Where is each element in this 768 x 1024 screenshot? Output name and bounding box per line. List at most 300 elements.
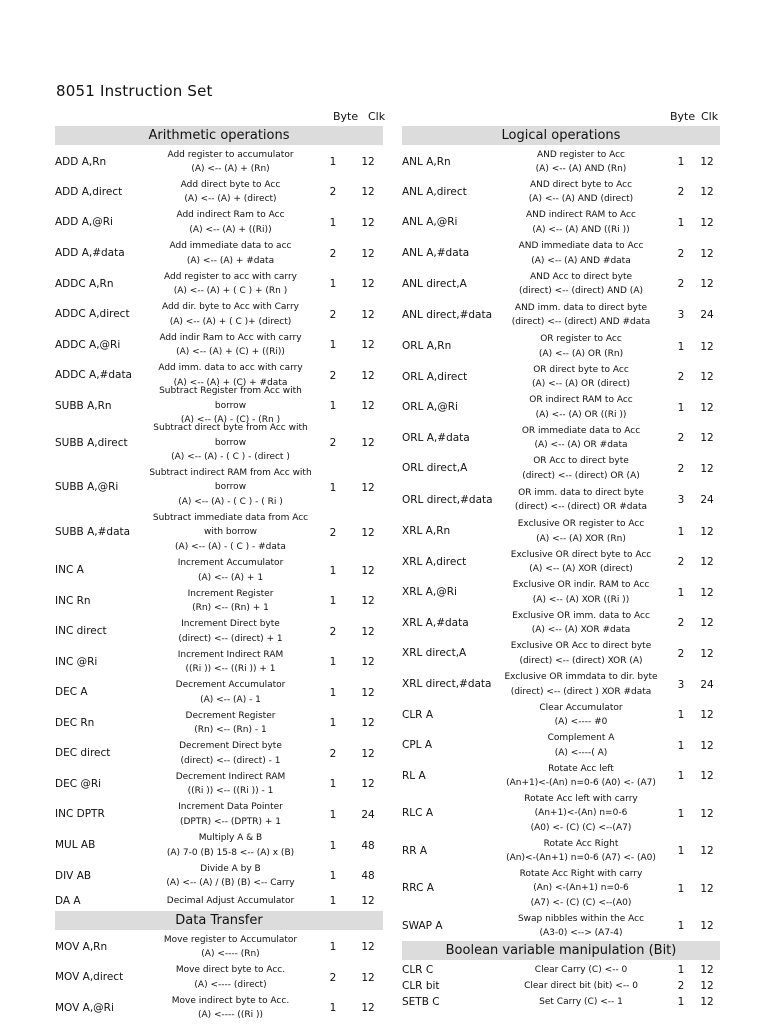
byte-count: 2 [677, 462, 685, 475]
mnemonic: ANL direct,A [402, 277, 467, 290]
clock-cycles: 24 [700, 678, 714, 691]
mnemonic: SUBB A,#data [55, 526, 131, 538]
mnemonic: ORL direct,#data [402, 493, 493, 506]
byte-count: 1 [329, 941, 337, 953]
byte-count: 2 [677, 647, 685, 660]
description-line: (A) <---- (Rn) [201, 949, 260, 959]
clock-cycles: 12 [361, 247, 375, 260]
page-title: 8051 Instruction Set [56, 82, 213, 100]
instruction-row [402, 669, 720, 700]
description-line: OR register to Acc [540, 334, 622, 344]
description-line: (An+1)<-(An) n=0-6 (A0) <- (A7) [506, 778, 656, 788]
clock-cycles: 12 [361, 437, 375, 449]
description-line: (A3-0) <--> (A7-4) [539, 928, 623, 938]
description-line: OR direct byte to Acc [533, 364, 629, 375]
instruction-row [55, 677, 383, 708]
description-line: Add indir Ram to Acc with carry [159, 332, 302, 343]
mnemonic: CLR A [402, 708, 433, 721]
description-line: (A) <-- (A) - (C) - (Rn ) [180, 415, 281, 426]
description-line: borrow [214, 482, 247, 493]
clock-cycles: 12 [361, 278, 375, 290]
byte-count: 1 [677, 156, 685, 168]
description-line: (An+1)<-(An) n=0-6 [534, 808, 628, 819]
clock-cycles: 12 [361, 895, 375, 907]
description [494, 792, 668, 836]
description-line: (A) <-- (A) AND ((Ri )) [532, 224, 630, 235]
byte-count: 2 [677, 980, 685, 992]
description [494, 178, 668, 207]
description [148, 148, 313, 177]
byte-count: 2 [677, 617, 685, 629]
description [494, 912, 668, 941]
byte-count: 1 [329, 808, 337, 821]
instruction-row [55, 616, 383, 647]
description [494, 148, 668, 177]
mnemonic: XRL A,@Ri [402, 586, 457, 598]
mnemonic: DEC Rn [55, 716, 95, 729]
description [148, 709, 313, 738]
byte-count: 1 [329, 400, 337, 412]
instruction-row [55, 421, 383, 465]
description [494, 762, 668, 791]
description-line: Add register to accumulator [167, 149, 294, 160]
clock-cycles: 12 [700, 401, 714, 414]
description-line: (An)<-(An+1) n=0-6 (A7) <- (A0) [506, 853, 656, 863]
instruction-row [402, 453, 720, 484]
mnemonic: MOV A,Rn [55, 940, 108, 953]
clock-cycles: 48 [361, 839, 375, 852]
instruction-row [402, 978, 720, 994]
mnemonic: ANL A,@Ri [402, 216, 458, 228]
description-line: (A) <-- (A) / (B) (B) <-- Carry [166, 878, 295, 888]
clock-cycles: 12 [700, 617, 714, 629]
instruction-row [55, 465, 383, 510]
description-line: (direct) <-- (direct ) XOR #data [510, 686, 652, 697]
byte-count: 1 [677, 216, 685, 229]
byte-header: Byte [333, 110, 359, 123]
clock-cycles: 12 [361, 156, 375, 168]
description [494, 424, 668, 453]
description [494, 979, 668, 994]
mnemonic: ADD A,#data [55, 247, 125, 259]
clock-cycles: 12 [700, 556, 714, 568]
description-line: Exclusive OR imm. data to Acc [512, 610, 650, 621]
instruction-row [55, 510, 383, 555]
description-line: (A) <-- (A) AND (direct) [528, 194, 634, 204]
description-line: Multiply A & B [198, 833, 263, 843]
instruction-row [402, 761, 720, 791]
instruction-row [402, 791, 720, 836]
clock-cycles: 12 [700, 216, 714, 229]
byte-count: 1 [329, 339, 337, 351]
mnemonic: ORL A,@Ri [402, 401, 458, 413]
instruction-row [55, 147, 383, 177]
mnemonic: DEC A [55, 686, 88, 698]
byte-count: 2 [677, 247, 685, 260]
description-line: Add register to acc with carry [163, 271, 297, 282]
instruction-row [402, 238, 720, 269]
description-line: with borrow [203, 527, 258, 538]
mnemonic: INC @Ri [55, 655, 98, 668]
description [494, 609, 668, 638]
mnemonic: ADD A,@Ri [55, 216, 113, 228]
description-line: (Rn) <-- (Rn) + 1 [192, 603, 269, 613]
clk-header: Clk [701, 110, 719, 123]
instruction-row [402, 700, 720, 730]
description [148, 239, 313, 268]
description [494, 548, 668, 577]
mnemonic: SWAP A [402, 919, 443, 932]
description-line: (direct) <-- (direct) + 1 [178, 633, 283, 644]
description-line: Exclusive OR immdata to dir. byte [504, 672, 658, 682]
mnemonic: MOV A,direct [55, 971, 124, 983]
mnemonic: CPL A [402, 739, 433, 751]
description-line: (A) 7-0 (B) 15-8 <-- (A) x (B) [166, 847, 295, 858]
clock-cycles: 12 [361, 941, 375, 953]
instruction-row [402, 207, 720, 238]
description-line: Increment Accumulator [177, 558, 284, 568]
description-line: (A) <-- (A) - 1 [200, 694, 261, 705]
description [148, 800, 313, 829]
byte-count: 1 [677, 340, 685, 353]
clock-cycles: 12 [700, 340, 714, 353]
description-line: AND Acc to direct byte [529, 271, 633, 282]
description-line: Add indirect Ram to Acc [176, 210, 285, 220]
description [148, 421, 313, 465]
clock-cycles: 12 [361, 625, 375, 638]
description-line: Add immediate data to acc [169, 241, 292, 251]
clock-cycles: 12 [361, 717, 375, 729]
description-line: (direct) <-- (direct) AND (A) [519, 286, 643, 296]
description-line: Exclusive OR Acc to direct byte [510, 641, 652, 651]
description-line: (A) <----( A) [554, 747, 608, 758]
instruction-row [402, 269, 720, 299]
description [148, 739, 313, 768]
instruction-row [55, 891, 383, 911]
description [494, 670, 668, 699]
description-line: ((Ri )) <-- ((Ri )) + 1 [185, 664, 276, 674]
mnemonic: CLR bit [402, 979, 440, 992]
mnemonic: XRL A,direct [402, 555, 467, 568]
instruction-row [402, 423, 720, 453]
mnemonic: SETB C [402, 995, 440, 1008]
instruction-row [402, 608, 720, 638]
instruction-row [402, 730, 720, 761]
description [494, 239, 668, 268]
byte-count: 1 [329, 1002, 337, 1014]
description-line: Divide A by B [200, 863, 261, 874]
description-line: (A) <-- (A) - ( C ) - ( Ri ) [178, 496, 283, 507]
section-header: Boolean variable manipulation (Bit) [402, 941, 720, 960]
instruction-row [55, 586, 383, 616]
clock-cycles: 12 [700, 980, 714, 992]
clock-cycles: 12 [361, 369, 375, 382]
description-line: Increment Direct byte [181, 619, 280, 629]
description [148, 617, 313, 646]
mnemonic: MUL AB [55, 839, 96, 851]
description-line: (A) <-- (A) OR ((Ri )) [535, 409, 627, 420]
clock-cycles: 12 [361, 186, 375, 198]
section-header: Arithmetic operations [55, 126, 383, 145]
description-line: Decrement Register [185, 710, 276, 721]
description-line: (direct) <-- (direct) XOR (A) [519, 655, 643, 666]
clock-cycles: 12 [361, 339, 375, 351]
byte-count: 1 [677, 770, 685, 782]
byte-count: 1 [329, 778, 337, 790]
description [494, 270, 668, 299]
description-line: Decrement Accumulator [175, 680, 286, 690]
mnemonic: RR A [402, 844, 428, 857]
description-line: Clear Carry (C) <-- 0 [534, 964, 628, 975]
description-line: (A) <-- (A) + ((Ri)) [189, 224, 272, 235]
description-line: Exclusive OR direct byte to Acc [510, 549, 652, 560]
description [148, 587, 313, 616]
instruction-row [55, 738, 383, 769]
description-line: (A) <-- (A) XOR #data [531, 625, 631, 635]
description [148, 831, 313, 860]
clock-cycles: 12 [700, 770, 714, 782]
description-line: (A) <---- (direct) [194, 979, 267, 990]
instruction-row [55, 647, 383, 677]
mnemonic: RL A [402, 769, 426, 782]
instruction-row [402, 962, 720, 978]
description [148, 933, 313, 962]
description [148, 963, 313, 992]
description-line: (A) <-- (A) - ( C ) - #data [175, 541, 286, 552]
mnemonic: ADDC A,@Ri [55, 338, 121, 351]
description-line: AND imm. data to direct byte [514, 302, 648, 313]
description-line: (A) <-- (A) + (direct) [184, 194, 277, 204]
clock-cycles: 12 [700, 371, 714, 383]
byte-count: 2 [329, 625, 337, 638]
description-line: (A) <---- #0 [554, 717, 608, 727]
clock-cycles: 12 [361, 971, 375, 984]
instruction-row [402, 147, 720, 177]
description [148, 466, 313, 510]
description-line: (An) <-(An+1) n=0-6 [533, 883, 629, 894]
mnemonic: SUBB A,Rn [55, 399, 112, 412]
description [494, 454, 668, 483]
byte-count: 1 [329, 564, 337, 577]
instruction-row [55, 269, 383, 299]
mnemonic: ADDC A,Rn [55, 277, 114, 290]
description-line: (A) <-- (A) XOR (direct) [529, 564, 633, 574]
description-line: (direct) <-- (direct) AND #data [511, 317, 651, 327]
description-line: (A) <-- (A) XOR (Rn) [536, 533, 626, 544]
description-line: Add dir. byte to Acc with Carry [161, 302, 300, 312]
description-line: (A) <-- (A) - ( C ) - (direct ) [171, 452, 290, 463]
column-header [55, 106, 386, 126]
clock-cycles: 12 [700, 186, 714, 198]
description-line: (A) <-- (A) XOR ((Ri )) [532, 594, 630, 605]
description-line: Add imm. data to acc with carry [158, 363, 303, 373]
description [494, 963, 668, 978]
byte-count: 1 [329, 656, 337, 668]
byte-count: 1 [677, 920, 685, 932]
byte-count: 2 [677, 186, 685, 198]
clk-header: Clk [368, 110, 386, 123]
description [494, 867, 668, 911]
clock-cycles: 12 [700, 525, 714, 538]
description-line: (A) <-- (A) OR (Rn) [538, 348, 624, 359]
instruction-row [402, 299, 720, 331]
mnemonic: XRL direct,A [402, 647, 467, 659]
description-line: (A) <-- (A) + (Rn) [191, 164, 270, 174]
mnemonic: XRL A,Rn [402, 525, 451, 537]
description-line: (direct) <-- (direct) - 1 [180, 755, 281, 766]
clock-cycles: 12 [361, 1002, 375, 1014]
byte-count: 1 [329, 839, 337, 852]
description-line: (A) <-- (A) + #data [186, 255, 275, 266]
byte-count: 1 [329, 870, 337, 882]
description [148, 678, 313, 707]
byte-count: 1 [677, 709, 685, 721]
clock-cycles: 12 [361, 778, 375, 790]
clock-cycles: 12 [700, 845, 714, 857]
instruction-row [55, 932, 383, 962]
clock-cycles: 12 [361, 216, 375, 229]
description-line: Exclusive OR register to Acc [517, 519, 645, 529]
description [494, 208, 668, 237]
mnemonic: ADD A,direct [55, 185, 123, 198]
byte-count: 2 [329, 369, 337, 382]
description-line: AND register to Acc [536, 149, 626, 160]
clock-cycles: 12 [361, 595, 375, 607]
description-line: Rotate Acc Right with carry [519, 868, 643, 879]
description-line: Complement A [547, 733, 615, 743]
instruction-row [55, 330, 383, 360]
description [494, 332, 668, 361]
instruction-row [55, 799, 383, 830]
byte-count: 1 [329, 895, 337, 907]
mnemonic: ORL A,direct [402, 370, 468, 383]
description-line: Rotate Acc left with carry [524, 793, 638, 804]
description [494, 731, 668, 760]
instruction-row [402, 177, 720, 207]
clock-cycles: 24 [700, 494, 714, 506]
description-line: (A) <-- (A) + ( C ) + (Rn ) [173, 286, 288, 296]
description [148, 862, 313, 891]
description-line: (Rn) <-- (Rn) - 1 [194, 725, 267, 735]
description-line: Subtract direct byte from Acc with [153, 423, 308, 434]
mnemonic: ORL A,Rn [402, 340, 452, 352]
instruction-row [402, 577, 720, 608]
byte-count: 1 [677, 964, 685, 976]
byte-count: 2 [329, 526, 337, 539]
description-line: Add direct byte to Acc [180, 179, 281, 190]
instruction-row [402, 331, 720, 362]
clock-cycles: 12 [700, 882, 714, 895]
instruction-row [55, 993, 383, 1023]
description [148, 300, 313, 329]
instruction-row [55, 177, 383, 207]
clock-cycles: 12 [361, 526, 375, 539]
description-line: borrow [214, 437, 247, 448]
mnemonic: ADD A,Rn [55, 155, 107, 168]
mnemonic: RRC A [402, 882, 434, 894]
byte-count: 1 [329, 278, 337, 290]
mnemonic: XRL direct,#data [402, 678, 492, 690]
description-line: (direct) <-- (direct) OR (A) [522, 470, 640, 481]
description [148, 994, 313, 1023]
clock-cycles: 12 [700, 739, 714, 752]
description-line: Rotate Acc Right [543, 838, 619, 849]
description [494, 995, 668, 1010]
clock-cycles: 12 [361, 481, 375, 494]
description [148, 270, 313, 299]
mnemonic: INC DPTR [55, 808, 105, 820]
description-line: Move register to Accumulator [163, 934, 298, 945]
description [148, 648, 313, 677]
mnemonic: INC A [55, 564, 84, 576]
instruction-row [55, 708, 383, 738]
clock-cycles: 12 [700, 278, 714, 290]
description-line: Subtract indirect RAM from Acc with [149, 467, 312, 478]
description-line: Increment Register [187, 588, 274, 599]
description-line: Subtract Register from Acc with borrow [159, 386, 302, 411]
mnemonic: DEC @Ri [55, 777, 102, 790]
byte-count: 2 [677, 371, 685, 383]
description-line: (A0) <- (C) (C) <--(A7) [530, 822, 632, 833]
mnemonic: CLR C [402, 963, 434, 976]
description-line: OR immediate data to Acc [521, 425, 641, 436]
description-line: Clear Accumulator [539, 702, 623, 713]
byte-count: 2 [329, 308, 337, 321]
byte-count: 1 [329, 686, 337, 699]
byte-count: 2 [329, 437, 337, 449]
description [494, 639, 668, 668]
instruction-row [402, 516, 720, 547]
description-line: (A) <---- ((Ri )) [197, 1010, 264, 1020]
instruction-row [402, 994, 720, 1010]
description-line: Subtract immediate data from Acc [152, 512, 309, 523]
clock-cycles: 12 [361, 564, 375, 577]
description [494, 578, 668, 607]
description-line: (direct) <-- (direct) OR #data [514, 502, 648, 512]
clock-cycles: 12 [700, 964, 714, 976]
description-line: (A) <-- (A) + (C) + ((Ri)) [176, 347, 285, 357]
instruction-row [402, 362, 720, 392]
mnemonic: SUBB A,direct [55, 436, 128, 449]
mnemonic: SUBB A,@Ri [55, 481, 119, 493]
description-line: (A) <-- (A) OR #data [534, 440, 628, 450]
description [494, 486, 668, 515]
description [494, 837, 668, 866]
instruction-row [55, 555, 383, 586]
byte-count: 3 [677, 678, 685, 691]
clock-cycles: 12 [700, 462, 714, 475]
description-line: Move direct byte to Acc. [175, 965, 286, 975]
description-line: Clear direct bit (bit) <-- 0 [524, 980, 638, 991]
instruction-row [402, 638, 720, 669]
clock-cycles: 12 [700, 647, 714, 660]
byte-count: 2 [677, 432, 685, 444]
description-line: Increment Data Pointer [178, 802, 283, 812]
byte-count: 1 [329, 717, 337, 729]
mnemonic: ADDC A,direct [55, 308, 130, 320]
clock-cycles: 12 [700, 996, 714, 1008]
description-line: OR indirect RAM to Acc [529, 395, 633, 405]
byte-count: 3 [677, 494, 685, 506]
byte-count: 2 [329, 247, 337, 260]
description-line: AND direct byte to Acc [529, 179, 633, 190]
byte-count: 1 [677, 586, 685, 599]
mnemonic: INC Rn [55, 594, 91, 607]
clock-cycles: 12 [700, 807, 714, 820]
description-line: (A) <-- (A) + (C) + #data [173, 377, 288, 388]
mnemonic: ADDC A,#data [55, 369, 132, 381]
mnemonic: ANL A,direct [402, 185, 467, 198]
